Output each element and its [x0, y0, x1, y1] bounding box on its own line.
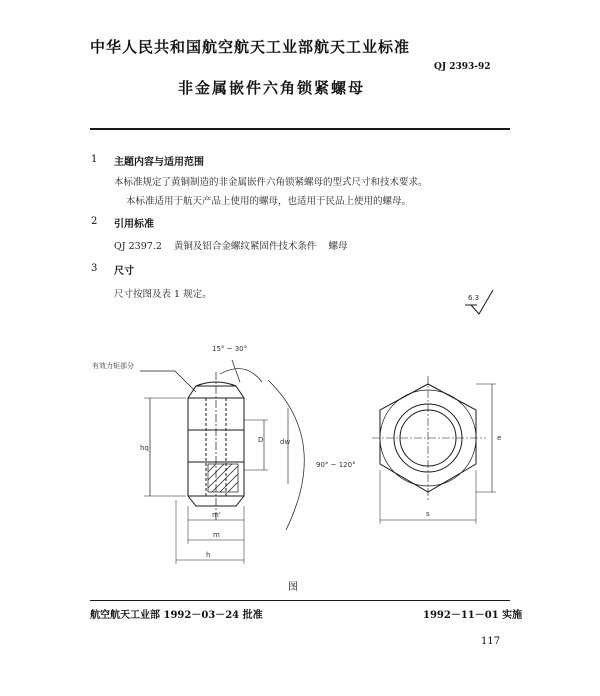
insert-note: 有效力矩部分: [92, 362, 134, 370]
chamfer-angle-label: 15° ~ 30°: [212, 345, 248, 353]
roughness-value: 6.3: [468, 294, 480, 302]
section-1-heading: 主题内容与适用范围: [114, 157, 204, 168]
approval-line: 航空航天工业部 1992－03－24 批准: [90, 610, 263, 621]
section-2-paragraph-1: QJ 2397.2 黄铜及铝合金螺纹紧固件技术条件 螺母: [114, 241, 348, 252]
section-1-paragraph-1: 本标准规定了黄铜制造的非金属嵌件六角锁紧螺母的型式尺寸和技术要求。: [114, 177, 428, 188]
nut-front-view: [372, 376, 486, 500]
insert-height-label: m': [212, 511, 221, 519]
section-3-number: 3: [91, 263, 98, 274]
side-dim-label: hq: [140, 444, 149, 452]
standard-code: QJ 2393-92: [434, 62, 491, 72]
nut-side-view: [188, 372, 244, 520]
issuing-authority: 中华人民共和国航空航天工业部航天工业标准: [90, 38, 411, 56]
across-flats-s-label: s: [426, 510, 430, 518]
section-3-heading: 尺寸: [114, 266, 134, 277]
insert-section-hatch: [208, 464, 238, 492]
section-2-number: 2: [91, 216, 98, 227]
document-title: 非金属嵌件六角锁紧螺母: [178, 79, 366, 97]
bearing-dw-label: dw: [280, 438, 291, 446]
bore-d-label: D: [258, 436, 264, 444]
section-1-paragraph-2: 本标准适用于航天产品上使用的螺母，也适用于民品上使用的螺母。: [126, 196, 412, 207]
face-angle-label: 90° ~ 120°: [316, 461, 356, 469]
implementation-date: 1992－11－01 实施: [423, 610, 523, 621]
section-2-heading: 引用标准: [114, 219, 154, 230]
figure-caption: 图: [288, 582, 298, 593]
overall-h-label: h: [206, 551, 211, 559]
section-1-number: 1: [91, 154, 98, 165]
across-corners-e-label: e: [497, 434, 502, 442]
page-number: 117: [481, 636, 501, 647]
section-3-paragraph-1: 尺寸按图及表 1 规定。: [114, 289, 212, 300]
thread-m-label: m: [213, 531, 220, 539]
footer-rule: [90, 600, 510, 601]
